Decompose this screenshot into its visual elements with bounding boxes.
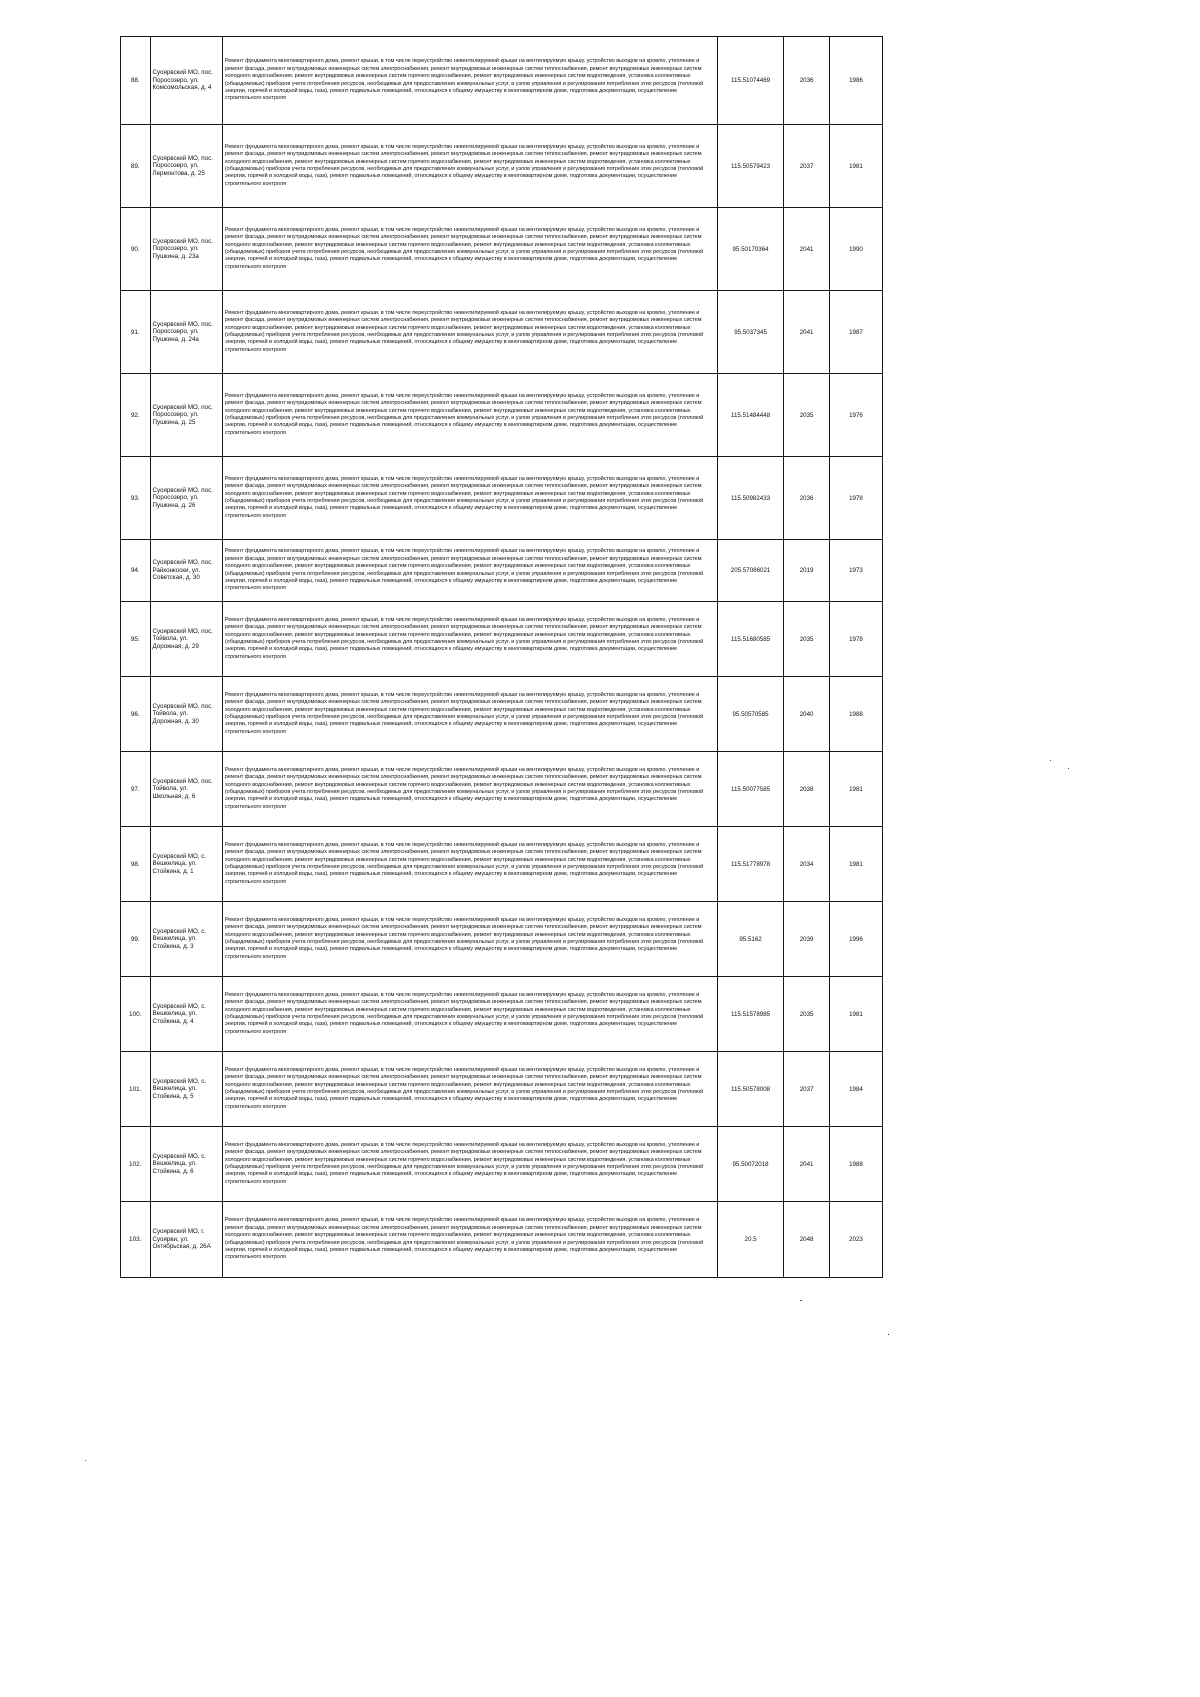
address-line: Поросозеро, ул. bbox=[152, 494, 199, 502]
work-description-cell: Ремонт фундамента многоквартирного дома, ремонт крыши, в том числе переустройство невентилируемой крыши на вентилируемую крышу, устройство выходов на кровлю, утепление и ремонт фасада, ремонт внутридомовых инженерных систем электроснабжения, ремонт внутридомовых инженерных систем теплоснабжения, ремонт внутридомовых инженерных систем холодного водоснабжения, ремонт внутридомовых инженерных систем горячего водоснабжения, ремонт внутридомовых инженерных систем водоотведения, установка коллективных (общедомовых) приборов учета потребления ресурсов, необходимых для предоставления коммунальных услуг, и узлов управления и регулирования потребления этих ресурсов (тепловой энергии, горячей и холодной воды, газа), ремонт подвальных помещений, относящихся к общему имуществу в многоквартирном доме, подготовка документации, осуществление строительного контроля bbox=[222, 291, 717, 374]
address-line: Суоярвский МО, пос. bbox=[152, 154, 213, 162]
work-description-cell: Ремонт фундамента многоквартирного дома, ремонт крыши, в том числе переустройство невентилируемой крыши на вентилируемую крышу, устройство выходов на кровлю, утепление и ремонт фасада, ремонт внутридомовых инженерных систем электроснабжения, ремонт внутридомовых инженерных систем теплоснабжения, ремонт внутридомовых инженерных систем холодного водоснабжения, ремонт внутридомовых инженерных систем горячего водоснабжения, ремонт внутридомовых инженерных систем водоотведения, установка коллективных (общедомовых) приборов учета потребления ресурсов, необходимых для предоставления коммунальных услуг, и узлов управления и регулирования потребления этих ресурсов (тепловой энергии, горячей и холодной воды, газа), ремонт подвальных помещений, относящихся к общему имуществу в многоквартирном доме, подготовка документации, осуществление строительного контроля bbox=[222, 752, 717, 827]
work-description-cell: Ремонт фундамента многоквартирного дома, ремонт крыши, в том числе переустройство невентилируемой крыши на вентилируемую крышу, устройство выходов на кровлю, утепление и ремонт фасада, ремонт внутридомовых инженерных систем электроснабжения, ремонт внутридомовых инженерных систем теплоснабжения, ремонт внутридомовых инженерных систем холодного водоснабжения, ремонт внутридомовых инженерных систем горячего водоснабжения, ремонт внутридомовых инженерных систем водоотведения, установка коллективных (общедомовых) приборов учета потребления ресурсов, необходимых для предоставления коммунальных услуг, и узлов управления и регулирования потребления этих ресурсов (тепловой энергии, горячей и холодной воды, газа), ремонт подвальных помещений, относящихся к общему имуществу в многоквартирном доме, подготовка документации, осуществление строительного контроля bbox=[222, 374, 717, 457]
cost-cell: 95.5037345 bbox=[717, 291, 783, 374]
row-number: 92. bbox=[121, 374, 151, 457]
address-line: Суоярвский МО, с. bbox=[152, 852, 207, 860]
planned-year-cell: 2039 bbox=[784, 902, 830, 977]
cost-cell: 115.50982433 bbox=[717, 457, 783, 540]
row-number: 98. bbox=[121, 827, 151, 902]
address-line: Стойкина, д. 4 bbox=[152, 1017, 194, 1025]
planned-year-cell: 2041 bbox=[784, 291, 830, 374]
address-line: Суоярви, ул. bbox=[152, 1235, 189, 1243]
address-line: Суоярвский МО, с. bbox=[152, 927, 207, 935]
address-cell bbox=[150, 602, 222, 677]
address-line: Поросозеро, ул. bbox=[152, 328, 199, 336]
built-year-cell: 1973 bbox=[829, 540, 882, 602]
address-cell bbox=[150, 677, 222, 752]
row-number: 93. bbox=[121, 457, 151, 540]
row-number: 103. bbox=[121, 1202, 151, 1278]
address-cell bbox=[150, 291, 222, 374]
address-cell bbox=[150, 977, 222, 1052]
work-description-cell: Ремонт фундамента многоквартирного дома, ремонт крыши, в том числе переустройство невентилируемой крыши на вентилируемую крышу, устройство выходов на кровлю, утепление и ремонт фасада, ремонт внутридомовых инженерных систем электроснабжения, ремонт внутридомовых инженерных систем теплоснабжения, ремонт внутридомовых инженерных систем холодного водоснабжения, ремонт внутридомовых инженерных систем горячего водоснабжения, ремонт внутридомовых инженерных систем водоотведения, установка коллективных (общедомовых) приборов учета потребления ресурсов, необходимых для предоставления коммунальных услуг, и узлов управления и регулирования потребления этих ресурсов (тепловой энергии, горячей и холодной воды, газа), ремонт подвальных помещений, относящихся к общему имуществу в многоквартирном доме, подготовка документации, осуществление строительного контроля bbox=[222, 1127, 717, 1202]
planned-year-cell: 2041 bbox=[784, 208, 830, 291]
address-cell bbox=[150, 37, 222, 125]
address-cell bbox=[150, 125, 222, 208]
built-year-cell: 1976 bbox=[829, 374, 882, 457]
address-line: Суоярвский МО, пос. bbox=[152, 627, 213, 635]
address-line: Райконкоски, ул. bbox=[152, 566, 201, 574]
cost-cell: 115.50077585 bbox=[717, 752, 783, 827]
table-row bbox=[121, 37, 883, 125]
planned-year-cell: 2019 bbox=[784, 540, 830, 602]
address-line: Поросозеро, ул. bbox=[152, 411, 199, 419]
planned-year-cell: 2035 bbox=[784, 602, 830, 677]
work-description-cell: Ремонт фундамента многоквартирного дома, ремонт крыши, в том числе переустройство невентилируемой крыши на вентилируемую крышу, устройство выходов на кровлю, утепление и ремонт фасада, ремонт внутридомовых инженерных систем электроснабжения, ремонт внутридомовых инженерных систем теплоснабжения, ремонт внутридомовых инженерных систем холодного водоснабжения, ремонт внутридомовых инженерных систем горячего водоснабжения, ремонт внутридомовых инженерных систем водоотведения, установка коллективных (общедомовых) приборов учета потребления ресурсов, необходимых для предоставления коммунальных услуг, и узлов управления и регулирования потребления этих ресурсов (тепловой энергии, горячей и холодной воды, газа), ремонт подвальных помещений, относящихся к общему имуществу в многоквартирном доме, подготовка документации, осуществление строительного контроля bbox=[222, 977, 717, 1052]
built-year-cell: 1978 bbox=[829, 457, 882, 540]
address-line: Суоярвский МО, пос. bbox=[152, 702, 213, 710]
address-cell bbox=[150, 902, 222, 977]
address-line: Суоярвский МО, пос. bbox=[152, 559, 213, 567]
row-number: 90. bbox=[121, 208, 151, 291]
built-year-cell: 1981 bbox=[829, 125, 882, 208]
address-line: Суоярвский МО, пос. bbox=[152, 320, 213, 328]
cost-cell: 115.51578985 bbox=[717, 977, 783, 1052]
work-description-cell: Ремонт фундамента многоквартирного дома, ремонт крыши, в том числе переустройство невентилируемой крыши на вентилируемую крышу, устройство выходов на кровлю, утепление и ремонт фасада, ремонт внутридомовых инженерных систем электроснабжения, ремонт внутридомовых инженерных систем теплоснабжения, ремонт внутридомовых инженерных систем холодного водоснабжения, ремонт внутридомовых инженерных систем горячего водоснабжения, ремонт внутридомовых инженерных систем водоотведения, установка коллективных (общедомовых) приборов учета потребления ресурсов, необходимых для предоставления коммунальных услуг, и узлов управления и регулирования потребления этих ресурсов (тепловой энергии, горячей и холодной воды, газа), ремонт подвальных помещений, относящихся к общему имуществу в многоквартирном доме, подготовка документации, осуществление строительного контроля bbox=[222, 208, 717, 291]
work-description-cell: Ремонт фундамента многоквартирного дома, ремонт крыши, в том числе переустройство невентилируемой крыши на вентилируемую крышу, устройство выходов на кровлю, утепление и ремонт фасада, ремонт внутридомовых инженерных систем электроснабжения, ремонт внутридомовых инженерных систем теплоснабжения, ремонт внутридомовых инженерных систем холодного водоснабжения, ремонт внутридомовых инженерных систем горячего водоснабжения, ремонт внутридомовых инженерных систем водоотведения, установка коллективных (общедомовых) приборов учета потребления ресурсов, необходимых для предоставления коммунальных услуг, и узлов управления и регулирования потребления этих ресурсов (тепловой энергии, горячей и холодной воды, газа), ремонт подвальных помещений, относящихся к общему имуществу в многоквартирном доме, подготовка документации, осуществление строительного контроля bbox=[222, 125, 717, 208]
row-number: 100. bbox=[121, 977, 151, 1052]
address-line: Пушкина, д. 23а bbox=[152, 252, 199, 260]
address-cell bbox=[150, 457, 222, 540]
built-year-cell: 1988 bbox=[829, 677, 882, 752]
work-description-cell: Ремонт фундамента многоквартирного дома, ремонт крыши, в том числе переустройство невентилируемой крыши на вентилируемую крышу, устройство выходов на кровлю, утепление и ремонт фасада, ремонт внутридомовых инженерных систем электроснабжения, ремонт внутридомовых инженерных систем теплоснабжения, ремонт внутридомовых инженерных систем холодного водоснабжения, ремонт внутридомовых инженерных систем горячего водоснабжения, ремонт внутридомовых инженерных систем водоотведения, установка коллективных (общедомовых) приборов учета потребления ресурсов, необходимых для предоставления коммунальных услуг, и узлов управления и регулирования потребления этих ресурсов (тепловой энергии, горячей и холодной воды, газа), ремонт подвальных помещений, относящихся к общему имуществу в многоквартирном доме, подготовка документации, осуществление строительного контроля bbox=[222, 1202, 717, 1278]
address-line: Школьная, д. 6 bbox=[152, 792, 196, 800]
scan-speck bbox=[85, 1460, 86, 1461]
scan-speck bbox=[1050, 760, 1051, 761]
built-year-cell: 1996 bbox=[829, 902, 882, 977]
planned-year-cell: 2041 bbox=[784, 1127, 830, 1202]
table-row bbox=[121, 902, 883, 977]
address-line: Дорожная, д. 30 bbox=[152, 717, 199, 725]
cost-cell: 95.50570585 bbox=[717, 677, 783, 752]
address-line: Суоярвский МО, пос. bbox=[152, 486, 213, 494]
repair-program-table bbox=[120, 36, 883, 1278]
trailing-mark: . bbox=[887, 1327, 890, 1338]
address-line: Лермонтова, д. 25 bbox=[152, 169, 205, 177]
cost-cell: 95.5162 bbox=[717, 902, 783, 977]
address-line: Комсомольская, д. 4 bbox=[152, 84, 212, 92]
row-number: 97. bbox=[121, 752, 151, 827]
table-row bbox=[121, 208, 883, 291]
table-row bbox=[121, 977, 883, 1052]
address-line: Поросозеро, ул. bbox=[152, 76, 199, 84]
cost-cell: 115.51778978 bbox=[717, 827, 783, 902]
address-cell bbox=[150, 540, 222, 602]
address-line: Вешкелица, ул. bbox=[152, 1010, 197, 1018]
table-row bbox=[121, 457, 883, 540]
table-row bbox=[121, 827, 883, 902]
address-cell bbox=[150, 1202, 222, 1278]
cost-cell: 95.50170364 bbox=[717, 208, 783, 291]
built-year-cell: 1981 bbox=[829, 977, 882, 1052]
address-line: Суоярвский МО, пос. bbox=[152, 69, 213, 77]
table-row bbox=[121, 374, 883, 457]
built-year-cell: 1990 bbox=[829, 208, 882, 291]
address-line: Стойкина, д. 6 bbox=[152, 1167, 194, 1175]
planned-year-cell: 2035 bbox=[784, 977, 830, 1052]
address-line: Пушкина, д. 24а bbox=[152, 335, 199, 343]
address-line: Тойвола, ул. bbox=[152, 710, 189, 718]
table-row bbox=[121, 125, 883, 208]
address-line: Суоярвский МО, с. bbox=[152, 1152, 207, 1160]
address-line: Тойвола, ул. bbox=[152, 785, 189, 793]
address-line: Вешкелица, ул. bbox=[152, 935, 197, 943]
address-line: Суоярвский МО, г. bbox=[152, 1228, 205, 1236]
table-row bbox=[121, 602, 883, 677]
address-line: Октябрьская, д. 26А bbox=[152, 1243, 211, 1251]
built-year-cell: 1981 bbox=[829, 752, 882, 827]
cost-cell: 20.5 bbox=[717, 1202, 783, 1278]
address-cell bbox=[150, 752, 222, 827]
address-line: Вешкелица, ул. bbox=[152, 1085, 197, 1093]
address-line: Поросозеро, ул. bbox=[152, 245, 199, 253]
work-description-cell: Ремонт фундамента многоквартирного дома, ремонт крыши, в том числе переустройство невентилируемой крыши на вентилируемую крышу, устройство выходов на кровлю, утепление и ремонт фасада, ремонт внутридомовых инженерных систем электроснабжения, ремонт внутридомовых инженерных систем теплоснабжения, ремонт внутридомовых инженерных систем холодного водоснабжения, ремонт внутридомовых инженерных систем горячего водоснабжения, ремонт внутридомовых инженерных систем водоотведения, установка коллективных (общедомовых) приборов учета потребления ресурсов, необходимых для предоставления коммунальных услуг, и узлов управления и регулирования потребления этих ресурсов (тепловой энергии, горячей и холодной воды, газа), ремонт подвальных помещений, относящихся к общему имуществу в многоквартирном доме, подготовка документации, осуществление строительного контроля bbox=[222, 457, 717, 540]
built-year-cell: 2023 bbox=[829, 1202, 882, 1278]
planned-year-cell: 2038 bbox=[784, 752, 830, 827]
address-line: Суоярвский МО, пос. bbox=[152, 403, 213, 411]
address-cell bbox=[150, 208, 222, 291]
work-description-cell: Ремонт фундамента многоквартирного дома, ремонт крыши, в том числе переустройство невентилируемой крыши на вентилируемую крышу, устройство выходов на кровлю, утепление и ремонт фасада, ремонт внутридомовых инженерных систем электроснабжения, ремонт внутридомовых инженерных систем теплоснабжения, ремонт внутридомовых инженерных систем холодного водоснабжения, ремонт внутридомовых инженерных систем горячего водоснабжения, ремонт внутридомовых инженерных систем водоотведения, установка коллективных (общедомовых) приборов учета потребления ресурсов, необходимых для предоставления коммунальных услуг, и узлов управления и регулирования потребления этих ресурсов (тепловой энергии, горячей и холодной воды, газа), ремонт подвальных помещений, относящихся к общему имуществу в многоквартирном доме, подготовка документации, осуществление строительного контроля bbox=[222, 902, 717, 977]
cost-cell: 115.50578008 bbox=[717, 1052, 783, 1127]
cost-cell: 115.51680585 bbox=[717, 602, 783, 677]
work-description-cell: Ремонт фундамента многоквартирного дома, ремонт крыши, в том числе переустройство невентилируемой крыши на вентилируемую крышу, устройство выходов на кровлю, утепление и ремонт фасада, ремонт внутридомовых инженерных систем электроснабжения, ремонт внутридомовых инженерных систем теплоснабжения, ремонт внутридомовых инженерных систем холодного водоснабжения, ремонт внутридомовых инженерных систем горячего водоснабжения, ремонт внутридомовых инженерных систем водоотведения, установка коллективных (общедомовых) приборов учета потребления ресурсов, необходимых для предоставления коммунальных услуг, и узлов управления и регулирования потребления этих ресурсов (тепловой энергии, горячей и холодной воды, газа), ремонт подвальных помещений, относящихся к общему имуществу в многоквартирном доме, подготовка документации, осуществление строительного контроля bbox=[222, 602, 717, 677]
built-year-cell: 1986 bbox=[829, 37, 882, 125]
address-line: Суоярвский МО, пос. bbox=[152, 237, 213, 245]
address-line: Суоярвский МО, с. bbox=[152, 1002, 207, 1010]
planned-year-cell: 2037 bbox=[784, 1052, 830, 1127]
table-row bbox=[121, 291, 883, 374]
address-line: Дорожная, д. 29 bbox=[152, 642, 199, 650]
row-number: 102. bbox=[121, 1127, 151, 1202]
built-year-cell: 1984 bbox=[829, 1052, 882, 1127]
address-line: Пушкина, д. 26 bbox=[152, 501, 196, 509]
row-number: 95. bbox=[121, 602, 151, 677]
scan-speck bbox=[800, 1300, 802, 1301]
address-cell bbox=[150, 374, 222, 457]
row-number: 88. bbox=[121, 37, 151, 125]
cost-cell: 95.50072018 bbox=[717, 1127, 783, 1202]
row-number: 89. bbox=[121, 125, 151, 208]
address-cell bbox=[150, 1052, 222, 1127]
built-year-cell: 1988 bbox=[829, 1127, 882, 1202]
planned-year-cell: 2040 bbox=[784, 677, 830, 752]
table-row bbox=[121, 1127, 883, 1202]
work-description-cell: Ремонт фундамента многоквартирного дома, ремонт крыши, в том числе переустройство невентилируемой крыши на вентилируемую крышу, устройство выходов на кровлю, утепление и ремонт фасада, ремонт внутридомовых инженерных систем электроснабжения, ремонт внутридомовых инженерных систем теплоснабжения, ремонт внутридомовых инженерных систем холодного водоснабжения, ремонт внутридомовых инженерных систем горячего водоснабжения, ремонт внутридомовых инженерных систем водоотведения, установка коллективных (общедомовых) приборов учета потребления ресурсов, необходимых для предоставления коммунальных услуг, и узлов управления и регулирования потребления этих ресурсов (тепловой энергии, горячей и холодной воды, газа), ремонт подвальных помещений, относящихся к общему имуществу в многоквартирном доме, подготовка документации, осуществление строительного контроля bbox=[222, 827, 717, 902]
cost-cell: 205.57086021 bbox=[717, 540, 783, 602]
planned-year-cell: 2035 bbox=[784, 374, 830, 457]
address-line: Пушкина, д. 25 bbox=[152, 418, 196, 426]
table-row bbox=[121, 540, 883, 602]
address-line: Стойкина, д. 5 bbox=[152, 1092, 194, 1100]
work-description-cell: Ремонт фундамента многоквартирного дома, ремонт крыши, в том числе переустройство невентилируемой крыши на вентилируемую крышу, устройство выходов на кровлю, утепление и ремонт фасада, ремонт внутридомовых инженерных систем электроснабжения, ремонт внутридомовых инженерных систем теплоснабжения, ремонт внутридомовых инженерных систем холодного водоснабжения, ремонт внутридомовых инженерных систем горячего водоснабжения, ремонт внутридомовых инженерных систем водоотведения, установка коллективных (общедомовых) приборов учета потребления ресурсов, необходимых для предоставления коммунальных услуг, и узлов управления и регулирования потребления этих ресурсов (тепловой энергии, горячей и холодной воды, газа), ремонт подвальных помещений, относящихся к общему имуществу в многоквартирном доме, подготовка документации, осуществление строительного контроля bbox=[222, 677, 717, 752]
scan-speck bbox=[1068, 768, 1069, 769]
address-cell bbox=[150, 1127, 222, 1202]
planned-year-cell: 2036 bbox=[784, 457, 830, 540]
planned-year-cell: 2037 bbox=[784, 125, 830, 208]
address-line: Вешкелица, ул. bbox=[152, 860, 197, 868]
table-row bbox=[121, 752, 883, 827]
cost-cell: 115.51074469 bbox=[717, 37, 783, 125]
address-line: Стойкина, д. 3 bbox=[152, 942, 194, 950]
planned-year-cell: 2048 bbox=[784, 1202, 830, 1278]
work-description-cell: Ремонт фундамента многоквартирного дома, ремонт крыши, в том числе переустройство невентилируемой крыши на вентилируемую крышу, устройство выходов на кровлю, утепление и ремонт фасада, ремонт внутридомовых инженерных систем электроснабжения, ремонт внутридомовых инженерных систем теплоснабжения, ремонт внутридомовых инженерных систем холодного водоснабжения, ремонт внутридомовых инженерных систем горячего водоснабжения, ремонт внутридомовых инженерных систем водоотведения, установка коллективных (общедомовых) приборов учета потребления ресурсов, необходимых для предоставления коммунальных услуг, и узлов управления и регулирования потребления этих ресурсов (тепловой энергии, горячей и холодной воды, газа), ремонт подвальных помещений, относящихся к общему имуществу в многоквартирном доме, подготовка документации, осуществление строительного контроля bbox=[222, 37, 717, 125]
row-number: 99. bbox=[121, 902, 151, 977]
row-number: 96. bbox=[121, 677, 151, 752]
row-number: 94. bbox=[121, 540, 151, 602]
cost-cell: 115.51484448 bbox=[717, 374, 783, 457]
built-year-cell: 1981 bbox=[829, 827, 882, 902]
built-year-cell: 1987 bbox=[829, 291, 882, 374]
address-line: Поросозеро, ул. bbox=[152, 162, 199, 170]
address-line: Стойкина, д. 1 bbox=[152, 867, 194, 875]
table-row bbox=[121, 677, 883, 752]
table-row bbox=[121, 1202, 883, 1278]
address-line: Суоярвский МО, с. bbox=[152, 1077, 207, 1085]
address-line: Суоярвский МО, пос. bbox=[152, 777, 213, 785]
cost-cell: 115.50579423 bbox=[717, 125, 783, 208]
address-cell bbox=[150, 827, 222, 902]
address-line: Советская, д. 30 bbox=[152, 574, 200, 582]
work-description-cell: Ремонт фундамента многоквартирного дома, ремонт крыши, в том числе переустройство невентилируемой крыши на вентилируемую крышу, устройство выходов на кровлю, утепление и ремонт фасада, ремонт внутридомовых инженерных систем электроснабжения, ремонт внутридомовых инженерных систем теплоснабжения, ремонт внутридомовых инженерных систем холодного водоснабжения, ремонт внутридомовых инженерных систем горячего водоснабжения, ремонт внутридомовых инженерных систем водоотведения, установка коллективных (общедомовых) приборов учета потребления ресурсов, необходимых для предоставления коммунальных услуг, и узлов управления и регулирования потребления этих ресурсов (тепловой энергии, горячей и холодной воды, газа), ремонт подвальных помещений, относящихся к общему имуществу в многоквартирном доме, подготовка документации, осуществление строительного контроля bbox=[222, 1052, 717, 1127]
planned-year-cell: 2036 bbox=[784, 37, 830, 125]
work-description-cell: Ремонт фундамента многоквартирного дома, ремонт крыши, в том числе переустройство невентилируемой крыши на вентилируемую крышу, устройство выходов на кровлю, утепление и ремонт фасада, ремонт внутридомовых инженерных систем электроснабжения, ремонт внутридомовых инженерных систем теплоснабжения, ремонт внутридомовых инженерных систем холодного водоснабжения, ремонт внутридомовых инженерных систем горячего водоснабжения, ремонт внутридомовых инженерных систем водоотведения, установка коллективных (общедомовых) приборов учета потребления ресурсов, необходимых для предоставления коммунальных услуг, и узлов управления и регулирования потребления этих ресурсов (тепловой энергии, горячей и холодной воды, газа), ремонт подвальных помещений, относящихся к общему имуществу в многоквартирном доме, подготовка документации, осуществление строительного контроля bbox=[222, 540, 717, 602]
planned-year-cell: 2034 bbox=[784, 827, 830, 902]
built-year-cell: 1978 bbox=[829, 602, 882, 677]
address-line: Вешкелица, ул. bbox=[152, 1160, 197, 1168]
row-number: 91. bbox=[121, 291, 151, 374]
table-row bbox=[121, 1052, 883, 1127]
address-line: Тойвола, ул. bbox=[152, 635, 189, 643]
row-number: 101. bbox=[121, 1052, 151, 1127]
